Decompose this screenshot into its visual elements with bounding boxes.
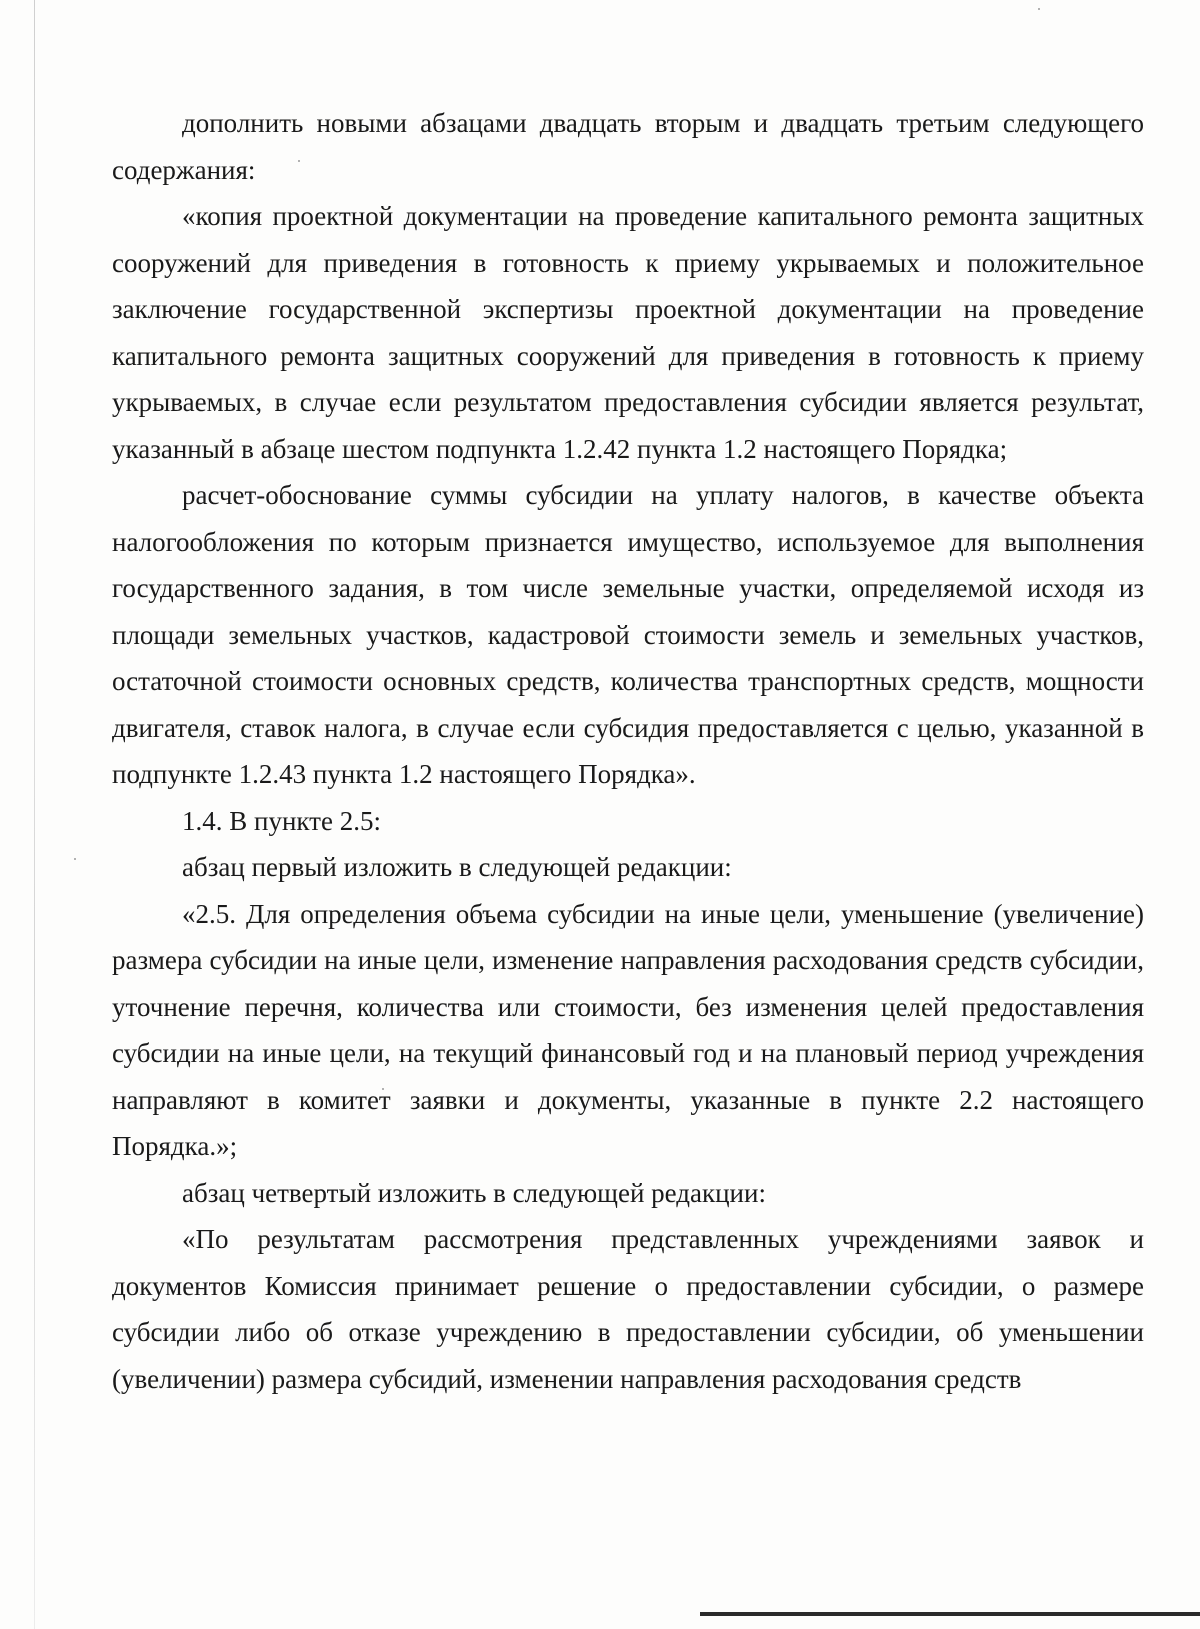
scan-left-edge — [34, 0, 35, 1629]
paragraph-first-abzac: абзац первый изложить в следующей редакции: — [182, 852, 732, 882]
scan-speck — [74, 858, 76, 860]
paragraph-clause-2-5: «2.5. Для определения объема субсидии на иные цели, уменьшение (увеличение) размера субсидии на иные цели, изменение направления расходования средств субсидии, уточнение перечня, количества или стоимости, без изменения целей предоставления субсидии на иные цели, на текущий финансовый год и на плановый период учреждения направляют в комитет заявки и документы, указанные в пункте 2.2 настоящего Порядка.»; — [112, 898, 1144, 1161]
paragraph-clause-1-4: 1.4. В пункте 2.5: — [182, 805, 381, 836]
paragraph-project-docs: «копия проектной документации на проведение капитального ремонта защитных сооружений для приведения в готовность к приему укрываемых и положительное заключение государственной экспертизы проектной документации на проведение капитального ремонта защитных сооружений для приведения в готовность к приему укрываемых, в случае если результатом предоставления субсидии является результат, указанный в абзаце шестом подпункта 1.2.42 пункта 1.2 настоящего Порядка; — [112, 201, 1144, 464]
paragraph-commission-decision: «По результатам рассмотрения представленных учреждениями заявок и документов Комиссия принимает решение о предоставлении субсидии, о размере субсидии либо об отказе учреждению в предоставлении субсидии, об уменьшении (увеличении) размера субсидий, изменении направления расходования средств — [112, 1224, 1144, 1394]
paragraph-add-paragraphs: дополнить новыми абзацами двадцать вторым и двадцать третьим следующего содержания: — [112, 108, 1144, 185]
scan-bottom-edge — [700, 1612, 1200, 1616]
paragraph-fourth-abzac: абзац четвертый изложить в следующей редакции: — [182, 1177, 766, 1208]
document-body — [112, 100, 1144, 1402]
paragraph-tax-calculation: расчет-обоснование суммы субсидии на уплату налогов, в качестве объекта налогообложения по которым признается имущество, используемое для выполнения государственного задания, в том числе земельные участки, определяемой исходя из площади земельных участков, кадастровой стоимости земель и земельных участков, остаточной стоимости основных средств, количества транспортных средств, мощности двигателя, ставок налога, в случае если субсидия предоставляется с целью, указанной в подпункте 1.2.43 пункта 1.2 настоящего Порядка». — [112, 480, 1144, 789]
scan-speck — [1038, 8, 1040, 10]
